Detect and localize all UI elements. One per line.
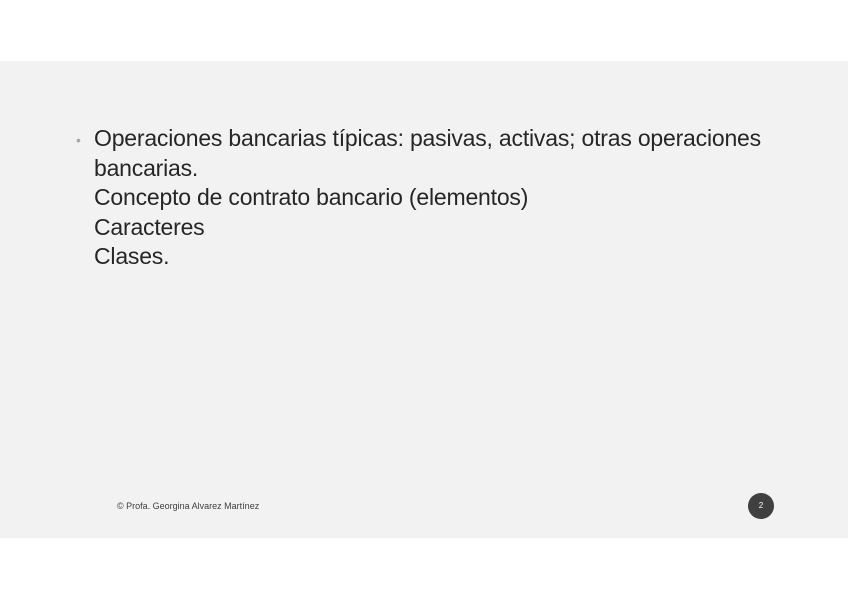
footer-copyright: © Profa. Georgina Alvarez Martínez xyxy=(117,501,260,511)
bullet-line-1: Operaciones bancarias típicas: pasivas, activas; otras operaciones xyxy=(94,125,761,151)
bullet-icon: • xyxy=(76,132,81,148)
bullet-line-5: Clases. xyxy=(94,243,170,269)
bullet-item xyxy=(76,124,776,272)
bullet-text xyxy=(94,124,761,272)
slide xyxy=(0,61,848,538)
bullet-line-4: Caracteres xyxy=(94,213,205,240)
page-number-badge: 2 xyxy=(748,493,774,519)
bullet-line-2: bancarias. xyxy=(94,154,199,181)
bullet-line-3: Concepto de contrato bancario (elementos) xyxy=(94,184,529,210)
